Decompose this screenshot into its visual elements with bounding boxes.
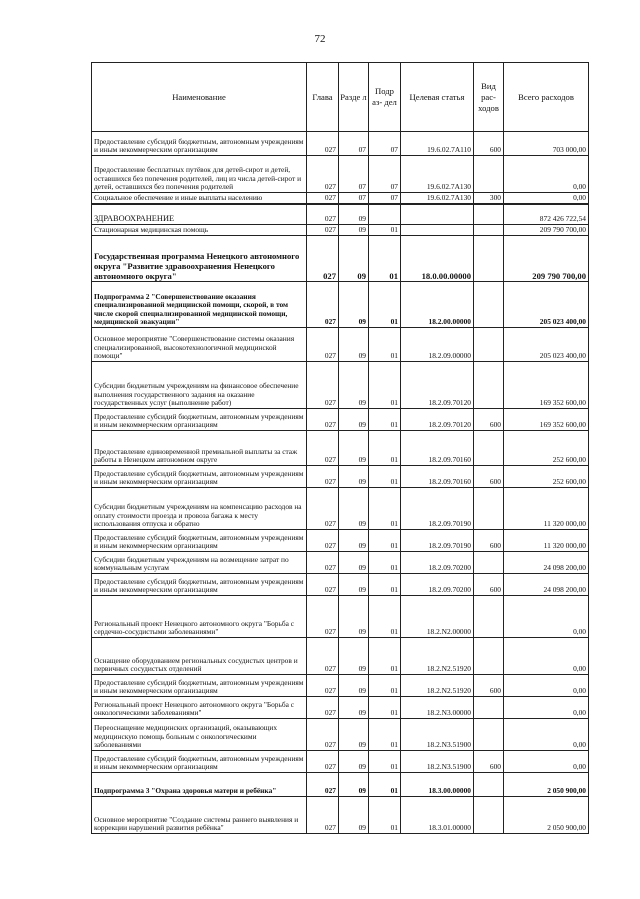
row-subsection: 01 bbox=[369, 574, 401, 596]
row-type bbox=[474, 773, 504, 797]
row-target: 18.2.09.70190 bbox=[401, 488, 474, 530]
row-section: 09 bbox=[339, 797, 369, 834]
row-type bbox=[474, 204, 504, 225]
row-subsection: 01 bbox=[369, 552, 401, 574]
row-section: 09 bbox=[339, 488, 369, 530]
row-type bbox=[474, 225, 504, 236]
row-type bbox=[474, 236, 504, 282]
row-section: 09 bbox=[339, 596, 369, 638]
table-row bbox=[92, 193, 589, 204]
row-section: 09 bbox=[339, 362, 369, 409]
table-row bbox=[92, 574, 589, 596]
row-chapter: 027 bbox=[307, 552, 339, 574]
row-chapter: 027 bbox=[307, 156, 339, 193]
row-name: Субсидии бюджетным учреждениям на компенсацию расходов на оплату стоимости проезда и провоза багажа к месту использования отпуска и обратно bbox=[92, 488, 307, 530]
row-subsection: 01 bbox=[369, 431, 401, 466]
row-name: Предоставление субсидий бюджетным, автономным учреждениям и иным некоммерческим организациям bbox=[92, 132, 307, 156]
row-subsection: 01 bbox=[369, 362, 401, 409]
row-name: Стационарная медицинская помощь bbox=[92, 225, 307, 236]
row-target: 18.2.09.70190 bbox=[401, 530, 474, 552]
row-chapter: 027 bbox=[307, 225, 339, 236]
row-section: 09 bbox=[339, 552, 369, 574]
row-section: 09 bbox=[339, 773, 369, 797]
row-type: 600 bbox=[474, 466, 504, 488]
row-subsection: 01 bbox=[369, 225, 401, 236]
row-type bbox=[474, 488, 504, 530]
row-target: 18.2.09.70200 bbox=[401, 552, 474, 574]
row-name: Предоставление субсидий бюджетным, автономным учреждениям и иным некоммерческим организациям bbox=[92, 530, 307, 552]
row-target: 19.6.02.7А110 bbox=[401, 132, 474, 156]
row-subsection: 01 bbox=[369, 530, 401, 552]
table-row bbox=[92, 362, 589, 409]
row-target: 19.6.02.7А130 bbox=[401, 156, 474, 193]
row-name: Предоставление единовременной премиальной выплаты за стаж работы в Ненецком автономном округе bbox=[92, 431, 307, 466]
row-amount: 205 023 400,00 bbox=[504, 282, 589, 328]
row-section: 09 bbox=[339, 574, 369, 596]
row-chapter: 027 bbox=[307, 697, 339, 719]
row-target: 18.2.N3.51900 bbox=[401, 719, 474, 751]
row-amount: 205 023 400,00 bbox=[504, 328, 589, 362]
row-subsection: 01 bbox=[369, 697, 401, 719]
row-amount: 703 000,00 bbox=[504, 132, 589, 156]
row-chapter: 027 bbox=[307, 488, 339, 530]
row-amount: 0,00 bbox=[504, 719, 589, 751]
row-subsection: 01 bbox=[369, 282, 401, 328]
row-chapter: 027 bbox=[307, 132, 339, 156]
table-row bbox=[92, 132, 589, 156]
row-target: 18.2.09.70120 bbox=[401, 362, 474, 409]
row-amount: 11 320 000,00 bbox=[504, 530, 589, 552]
row-amount: 209 790 700,00 bbox=[504, 225, 589, 236]
row-subsection bbox=[369, 204, 401, 225]
row-name: Социальное обеспечение и иные выплаты населению bbox=[92, 193, 307, 204]
page-number: 72 bbox=[314, 33, 326, 45]
row-chapter: 027 bbox=[307, 362, 339, 409]
row-name: Оснащение оборудованием региональных сосудистых центров и первичных сосудистых отделений bbox=[92, 638, 307, 675]
row-section: 09 bbox=[339, 675, 369, 697]
row-subsection: 01 bbox=[369, 466, 401, 488]
row-target: 18.3.00.00000 bbox=[401, 773, 474, 797]
row-section: 09 bbox=[339, 638, 369, 675]
row-section: 09 bbox=[339, 431, 369, 466]
table-row bbox=[92, 488, 589, 530]
row-type bbox=[474, 431, 504, 466]
row-target: 18.2.09.70200 bbox=[401, 574, 474, 596]
table-row bbox=[92, 466, 589, 488]
row-target: 18.2.09.70120 bbox=[401, 409, 474, 431]
row-type: 600 bbox=[474, 132, 504, 156]
row-name: Основное мероприятие "Создание системы раннего выявления и коррекции нарушений развития ребёнка" bbox=[92, 797, 307, 834]
row-amount: 2 050 900,00 bbox=[504, 773, 589, 797]
row-name: Предоставление субсидий бюджетным, автономным учреждениям и иным некоммерческим организациям bbox=[92, 751, 307, 773]
row-target: 18.2.N2.00000 bbox=[401, 596, 474, 638]
row-type bbox=[474, 362, 504, 409]
row-type: 600 bbox=[474, 530, 504, 552]
row-subsection: 01 bbox=[369, 675, 401, 697]
row-chapter: 027 bbox=[307, 204, 339, 225]
row-name: Предоставление субсидий бюджетным, автономным учреждениям и иным некоммерческим организациям bbox=[92, 675, 307, 697]
row-target: 18.2.09.00000 bbox=[401, 328, 474, 362]
row-section: 09 bbox=[339, 751, 369, 773]
table-row bbox=[92, 204, 589, 225]
row-section: 09 bbox=[339, 409, 369, 431]
row-target: 18.2.N3.51900 bbox=[401, 751, 474, 773]
row-type bbox=[474, 697, 504, 719]
row-name: Государственная программа Ненецкого автономного округа "Развитие здравоохранения Ненецкого автономного округа" bbox=[92, 236, 307, 282]
row-chapter: 027 bbox=[307, 409, 339, 431]
table-row bbox=[92, 328, 589, 362]
row-subsection: 01 bbox=[369, 797, 401, 834]
header-target: Целевая статья bbox=[401, 63, 474, 132]
row-type bbox=[474, 328, 504, 362]
budget-table bbox=[91, 62, 589, 834]
row-section: 09 bbox=[339, 719, 369, 751]
row-chapter: 027 bbox=[307, 675, 339, 697]
row-chapter: 027 bbox=[307, 236, 339, 282]
header-row bbox=[92, 63, 589, 132]
row-amount: 252 600,00 bbox=[504, 431, 589, 466]
row-type bbox=[474, 282, 504, 328]
row-target bbox=[401, 225, 474, 236]
row-chapter: 027 bbox=[307, 328, 339, 362]
row-target: 18.0.00.00000 bbox=[401, 236, 474, 282]
row-type: 600 bbox=[474, 574, 504, 596]
table-row bbox=[92, 596, 589, 638]
row-chapter: 027 bbox=[307, 431, 339, 466]
table-row bbox=[92, 675, 589, 697]
row-section: 07 bbox=[339, 193, 369, 204]
header-section: Разде л bbox=[339, 63, 369, 132]
row-name: Подпрограмма 3 "Охрана здоровья матери и ребёнка" bbox=[92, 773, 307, 797]
row-type bbox=[474, 797, 504, 834]
row-chapter: 027 bbox=[307, 773, 339, 797]
row-subsection: 01 bbox=[369, 719, 401, 751]
row-target: 19.6.02.7А130 bbox=[401, 193, 474, 204]
row-section: 09 bbox=[339, 204, 369, 225]
row-type: 300 bbox=[474, 193, 504, 204]
row-name: Основное мероприятие "Совершенствование системы оказания специализированной, высокотехнологичной медицинской помощи" bbox=[92, 328, 307, 362]
row-amount: 11 320 000,00 bbox=[504, 488, 589, 530]
row-name: Региональный проект Ненецкого автономного округа "Борьба с онкологическими заболеваниями" bbox=[92, 697, 307, 719]
row-section: 07 bbox=[339, 132, 369, 156]
row-amount: 169 352 600,00 bbox=[504, 362, 589, 409]
row-section: 09 bbox=[339, 236, 369, 282]
row-name: Переоснащение медицинских организаций, оказывающих медицинскую помощь больным с онкологическими заболеваниями bbox=[92, 719, 307, 751]
row-target: 18.2.09.70160 bbox=[401, 466, 474, 488]
header-type: Вид рас- ходов bbox=[474, 63, 504, 132]
table-row bbox=[92, 773, 589, 797]
row-chapter: 027 bbox=[307, 719, 339, 751]
row-chapter: 027 bbox=[307, 193, 339, 204]
row-name: Предоставление субсидий бюджетным, автономным учреждениям и иным некоммерческим организациям bbox=[92, 574, 307, 596]
row-chapter: 027 bbox=[307, 466, 339, 488]
row-name: Предоставление субсидий бюджетным, автономным учреждениям и иным некоммерческим организациям bbox=[92, 409, 307, 431]
row-name: Субсидии бюджетным учреждениям на возмещение затрат по коммунальным услугам bbox=[92, 552, 307, 574]
row-amount: 0,00 bbox=[504, 751, 589, 773]
row-amount: 0,00 bbox=[504, 675, 589, 697]
row-type bbox=[474, 552, 504, 574]
row-name: Субсидии бюджетным учреждениям на финансовое обеспечение выполнения государственного задания на оказание государственных услуг (выполнение работ) bbox=[92, 362, 307, 409]
header-chapter: Глава bbox=[307, 63, 339, 132]
table-row bbox=[92, 797, 589, 834]
row-chapter: 027 bbox=[307, 574, 339, 596]
row-type: 600 bbox=[474, 751, 504, 773]
table-row bbox=[92, 409, 589, 431]
row-chapter: 027 bbox=[307, 797, 339, 834]
row-target: 18.2.N2.51920 bbox=[401, 675, 474, 697]
table-row bbox=[92, 282, 589, 328]
row-chapter: 027 bbox=[307, 282, 339, 328]
row-target: 18.3.01.00000 bbox=[401, 797, 474, 834]
row-amount: 2 050 900,00 bbox=[504, 797, 589, 834]
row-subsection: 01 bbox=[369, 773, 401, 797]
row-chapter: 027 bbox=[307, 751, 339, 773]
row-amount: 24 098 200,00 bbox=[504, 552, 589, 574]
header-total: Всего расходов bbox=[504, 63, 589, 132]
table-row bbox=[92, 225, 589, 236]
row-section: 07 bbox=[339, 156, 369, 193]
row-subsection: 01 bbox=[369, 638, 401, 675]
table-row bbox=[92, 530, 589, 552]
row-subsection: 01 bbox=[369, 328, 401, 362]
row-subsection: 01 bbox=[369, 596, 401, 638]
row-target bbox=[401, 204, 474, 225]
table-row bbox=[92, 638, 589, 675]
row-target: 18.2.N3.00000 bbox=[401, 697, 474, 719]
table-row bbox=[92, 236, 589, 282]
row-type bbox=[474, 719, 504, 751]
row-name: Предоставление субсидий бюджетным, автономным учреждениям и иным некоммерческим организациям bbox=[92, 466, 307, 488]
row-subsection: 01 bbox=[369, 488, 401, 530]
row-name: ЗДРАВООХРАНЕНИЕ bbox=[92, 204, 307, 225]
row-type bbox=[474, 596, 504, 638]
header-name: Наименование bbox=[92, 63, 307, 132]
row-section: 09 bbox=[339, 466, 369, 488]
row-name: Региональный проект Ненецкого автономного округа "Борьба с сердечно-сосудистыми заболеваниями" bbox=[92, 596, 307, 638]
row-amount: 0,00 bbox=[504, 156, 589, 193]
row-amount: 0,00 bbox=[504, 596, 589, 638]
row-name: Подпрограмма 2 "Совершенствование оказания специализированной медицинской помощи, скорой, в том числе скорой специализированной медицинской помощи, медицинской эвакуации" bbox=[92, 282, 307, 328]
row-subsection: 07 bbox=[369, 156, 401, 193]
row-amount: 0,00 bbox=[504, 638, 589, 675]
header-subsection: Подр аз- дел bbox=[369, 63, 401, 132]
row-amount: 0,00 bbox=[504, 193, 589, 204]
row-type: 600 bbox=[474, 675, 504, 697]
table-row bbox=[92, 751, 589, 773]
row-chapter: 027 bbox=[307, 530, 339, 552]
row-amount: 252 600,00 bbox=[504, 466, 589, 488]
row-chapter: 027 bbox=[307, 638, 339, 675]
row-section: 09 bbox=[339, 282, 369, 328]
row-type bbox=[474, 638, 504, 675]
row-amount: 24 098 200,00 bbox=[504, 574, 589, 596]
row-amount: 0,00 bbox=[504, 697, 589, 719]
row-subsection: 01 bbox=[369, 409, 401, 431]
row-chapter: 027 bbox=[307, 596, 339, 638]
row-section: 09 bbox=[339, 697, 369, 719]
row-subsection: 01 bbox=[369, 236, 401, 282]
table-row bbox=[92, 697, 589, 719]
row-section: 09 bbox=[339, 225, 369, 236]
row-amount: 872 426 722,54 bbox=[504, 204, 589, 225]
row-subsection: 07 bbox=[369, 132, 401, 156]
row-section: 09 bbox=[339, 530, 369, 552]
row-section: 09 bbox=[339, 328, 369, 362]
row-amount: 169 352 600,00 bbox=[504, 409, 589, 431]
table-row bbox=[92, 431, 589, 466]
row-type: 600 bbox=[474, 409, 504, 431]
table-row bbox=[92, 719, 589, 751]
row-amount: 209 790 700,00 bbox=[504, 236, 589, 282]
table-row bbox=[92, 552, 589, 574]
row-subsection: 07 bbox=[369, 193, 401, 204]
row-target: 18.2.00.00000 bbox=[401, 282, 474, 328]
row-type bbox=[474, 156, 504, 193]
row-subsection: 01 bbox=[369, 751, 401, 773]
row-target: 18.2.09.70160 bbox=[401, 431, 474, 466]
row-name: Предоставление бесплатных путёвок для детей-сирот и детей, оставшихся без попечения родителей, лиц из числа детей-сирот и детей, оставшихся без попечения родителей bbox=[92, 156, 307, 193]
table-row bbox=[92, 156, 589, 193]
row-target: 18.2.N2.51920 bbox=[401, 638, 474, 675]
